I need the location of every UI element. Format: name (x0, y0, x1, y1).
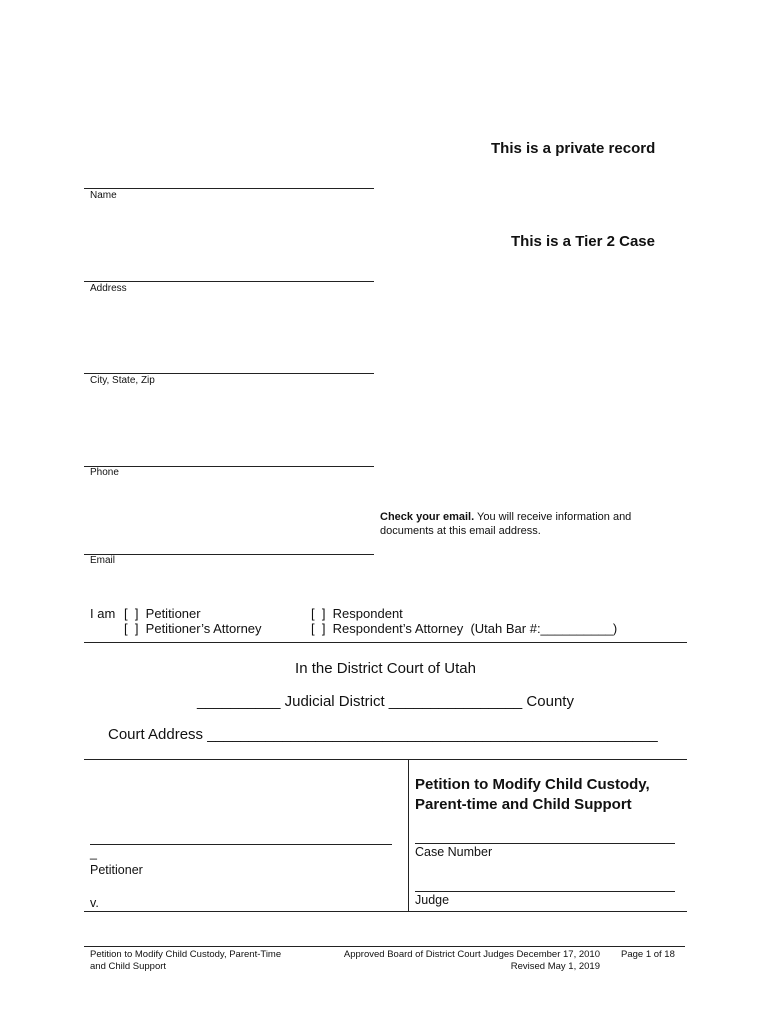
footer-form-title (90, 949, 281, 973)
footer-revised-line: Revised May 1, 2019 (510, 961, 600, 972)
court-address-line[interactable]: Court Address ______________________________________________________ (108, 726, 658, 743)
address-field-line[interactable] (84, 281, 374, 282)
footer-form-title-line2: and Child Support (90, 961, 167, 972)
footer-form-title-line1: Petition to Modify Child Custody, Parent-Time (90, 949, 282, 960)
petition-title (415, 775, 685, 815)
petitioners-attorney-checkbox[interactable]: [ ] Petitioner’s Attorney (124, 621, 262, 636)
petitioner-underscore: _ (90, 846, 97, 860)
caption-bottom-border (84, 911, 687, 912)
petitioner-label: Petitioner (90, 863, 143, 877)
name-field-line[interactable] (84, 188, 374, 189)
court-title: In the District Court of Utah (295, 660, 476, 677)
respondents-attorney-checkbox[interactable]: [ ] Respondent’s Attorney (Utah Bar #:__________) (311, 621, 618, 636)
caption-top-border (84, 759, 687, 760)
footer-approval-line1: Approved Board of District Court Judges December 17, 2010 (343, 949, 600, 960)
caption-divider (408, 759, 409, 911)
name-field-label: Name (90, 190, 117, 201)
email-field-line[interactable] (84, 554, 374, 555)
city-state-zip-field-label: City, State, Zip (90, 375, 155, 386)
tier-case-notice: This is a Tier 2 Case (511, 233, 655, 250)
phone-field-label: Phone (90, 467, 119, 478)
email-notice (380, 510, 670, 538)
petitioner-name-line[interactable] (90, 844, 392, 845)
address-field-label: Address (90, 283, 127, 294)
petition-title-line1: Petition to Modify Child Custody, (415, 776, 650, 793)
judge-line[interactable] (415, 891, 675, 892)
private-record-notice: This is a private record (491, 140, 656, 157)
petitioner-checkbox[interactable]: [ ] Petitioner (124, 606, 201, 621)
section-divider (84, 642, 687, 643)
judicial-district-line[interactable]: __________ Judicial District ________________ County (197, 693, 574, 710)
petition-title-line2: Parent-time and Child Support (415, 796, 632, 813)
email-notice-bold: Check your email. (380, 511, 475, 523)
i-am-label: I am (90, 606, 116, 621)
email-notice-line2: documents at this email address. (380, 525, 541, 537)
footer-approval (300, 949, 600, 973)
case-number-label: Case Number (415, 845, 493, 859)
phone-field-line[interactable] (84, 466, 374, 467)
footer-rule (84, 946, 685, 947)
footer-page-number: Page 1 of 18 (621, 949, 675, 960)
email-field-label: Email (90, 555, 116, 566)
respondent-checkbox[interactable]: [ ] Respondent (311, 606, 403, 621)
case-number-line[interactable] (415, 843, 675, 844)
city-state-zip-field-line[interactable] (84, 373, 374, 374)
versus-label: v. (90, 896, 99, 910)
email-notice-text: You will receive information and (474, 511, 632, 523)
judge-label: Judge (415, 893, 450, 907)
